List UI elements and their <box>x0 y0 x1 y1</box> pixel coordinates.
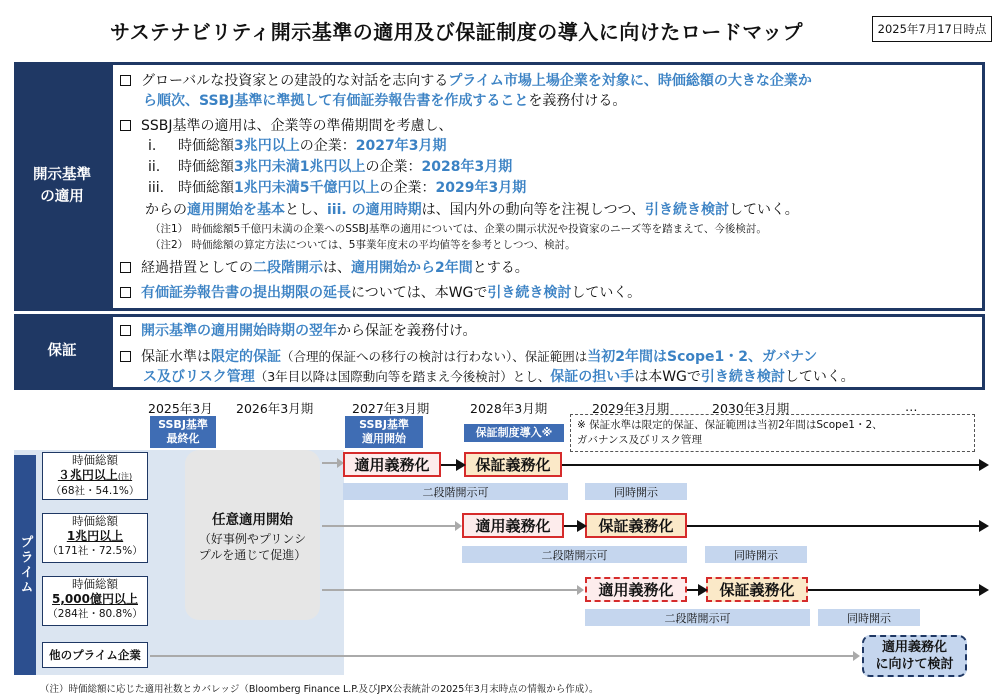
mandatory-assurance-row2: 保証義務化 <box>585 513 687 538</box>
schedule-i: i. 時価総額3兆円以上の企業：2027年3月期 <box>148 138 447 154</box>
timeline-arrow <box>562 464 987 466</box>
disclosure-para-4: 有価証券報告書の提出期限の延長については、本WGで引き続き検討していく。 <box>120 284 641 303</box>
mandatory-apply-row2: 適用義務化 <box>462 513 564 538</box>
assurance-footnote: ※ 保証水準は限定的保証、保証範囲は当初2年間はScope1・2、 ガバナンス及びリスク管理 <box>570 414 975 452</box>
assurance-para-1: 開示基準の適用開始時期の翌年から保証を義務付け。 <box>120 322 476 341</box>
phase-simultaneous-row2: 同時開示 <box>705 546 807 563</box>
timeline-arrow <box>687 525 987 527</box>
checkbox-icon <box>120 351 131 362</box>
timeline-arrow <box>441 464 464 466</box>
year-label: 2029年3月期 <box>592 401 670 416</box>
schedule-ii: ii. 時価総額3兆円未満1兆円以上の企業：2028年3月期 <box>148 159 513 175</box>
row-label-other-prime: 他のプライム企業 <box>42 642 148 668</box>
timeline-arrow <box>564 525 585 527</box>
year-label: 2025年3月 <box>148 401 213 416</box>
year-label: 2028年3月期 <box>470 401 548 416</box>
year-label: 2026年3月期 <box>236 401 314 416</box>
schedule-iii: iii. 時価総額1兆円未満5千億円以上の企業：2029年3月期 <box>148 180 527 196</box>
checkbox-icon <box>120 120 131 131</box>
row-label-500bn: 時価総額 5,000億円以上 （284社・80.8%） <box>42 576 148 626</box>
prime-label: プライム <box>14 455 36 675</box>
gray-arrow <box>150 655 858 657</box>
disclosure-label: 開示基準 の適用 <box>16 64 108 309</box>
assurance-para-2-cont: ス及びリスク管理（3年目以降は国際動向等を踏まえ今後検討）とし、保証の担い手は本WGで引き続き検討していく。 <box>143 369 855 385</box>
mandatory-apply-row3: 適用義務化 <box>585 577 687 602</box>
row-label-3tn: 時価総額 ３兆円以上(注) （68社・54.1%） <box>42 452 148 500</box>
phase-simultaneous-row3: 同時開示 <box>818 609 920 626</box>
phase-two-step-row1: 二段階開示可 <box>343 483 568 500</box>
mandatory-assurance-row1: 保証義務化 <box>464 452 562 477</box>
disclosure-para-1-cont: ら順次、SSBJ基準に準拠して有価証券報告書を作成することを義務付ける。 <box>143 93 627 109</box>
milestone-ssbj-final: SSBJ基準 最終化 <box>150 416 216 448</box>
timeline-arrow <box>808 589 987 591</box>
optional-adoption-box <box>185 450 320 620</box>
disclosure-para-2: SSBJ基準の適用は、企業等の準備期間を考慮し、 <box>120 117 453 136</box>
assurance-label: 保証 <box>16 316 108 388</box>
checkbox-icon <box>120 287 131 298</box>
bottom-note: （注）時価総額に応じた適用社数とカバレッジ（Bloomberg Finance L.P.及びJPX公表統計の2025年3月末時点の情報から作成）。 <box>40 684 599 695</box>
disclosure-para-1: グローバルな投資家との建設的な対話を志向するプライム市場上場企業を対象に、時価総額の大きな企業か <box>120 72 812 91</box>
milestone-ssbj-start: SSBJ基準 適用開始 <box>345 416 423 448</box>
checkbox-icon <box>120 325 131 336</box>
date-badge: 2025年7月17日時点 <box>872 16 992 42</box>
mandatory-assurance-row3: 保証義務化 <box>706 577 808 602</box>
note-1: （注1） 時価総額5千億円未満の企業へのSSBJ基準の適用については、企業の開示状況や投資家のニーズ等を踏まえて、今後検討。 <box>150 223 767 235</box>
mandatory-apply-row1: 適用義務化 <box>343 452 441 477</box>
year-label: 2027年3月期 <box>352 401 430 416</box>
optional-adoption-title: 任意適用開始 <box>212 511 293 528</box>
page-title: サステナビリティ開示基準の適用及び保証制度の導入に向けたロードマップ <box>110 20 803 44</box>
gray-arrow <box>322 589 582 591</box>
checkbox-icon <box>120 75 131 86</box>
phase-two-step-row3: 二段階開示可 <box>585 609 810 626</box>
disclosure-para-3: 経過措置としての二段階開示は、適用開始から2年間とする。 <box>120 259 529 278</box>
row-label-1tn: 時価総額 1兆円以上 （171社・72.5%） <box>42 513 148 563</box>
gray-arrow <box>322 462 342 464</box>
assurance-para-2: 保証水準は限定的保証（合理的保証への移行の検討は行わない）、保証範囲は当初2年間はScope1・2、ガバナン <box>120 347 817 367</box>
year-label: … <box>905 399 918 414</box>
disclosure-para-2-cont: からの適用開始を基本とし、iii. の適用時期は、国内外の動向等を注視しつつ、引き続き検討していく。 <box>145 202 799 218</box>
phase-simultaneous-row1: 同時開示 <box>585 483 687 500</box>
timeline-arrow <box>687 589 706 591</box>
note-2: （注2） 時価総額の算定方法については、5事業年度末の平均値等を参考としつつ、検討。 <box>150 239 576 251</box>
review-toward-mandatory: 適用義務化 に向けて検討 <box>862 635 967 677</box>
phase-two-step-row2: 二段階開示可 <box>462 546 687 563</box>
year-label: 2030年3月期 <box>712 401 790 416</box>
gray-arrow <box>322 525 460 527</box>
milestone-assurance: 保証制度導入※ <box>464 424 564 442</box>
checkbox-icon <box>120 262 131 273</box>
optional-adoption-desc: （好事例やプリンシ プルを通じて促進） <box>198 531 307 562</box>
